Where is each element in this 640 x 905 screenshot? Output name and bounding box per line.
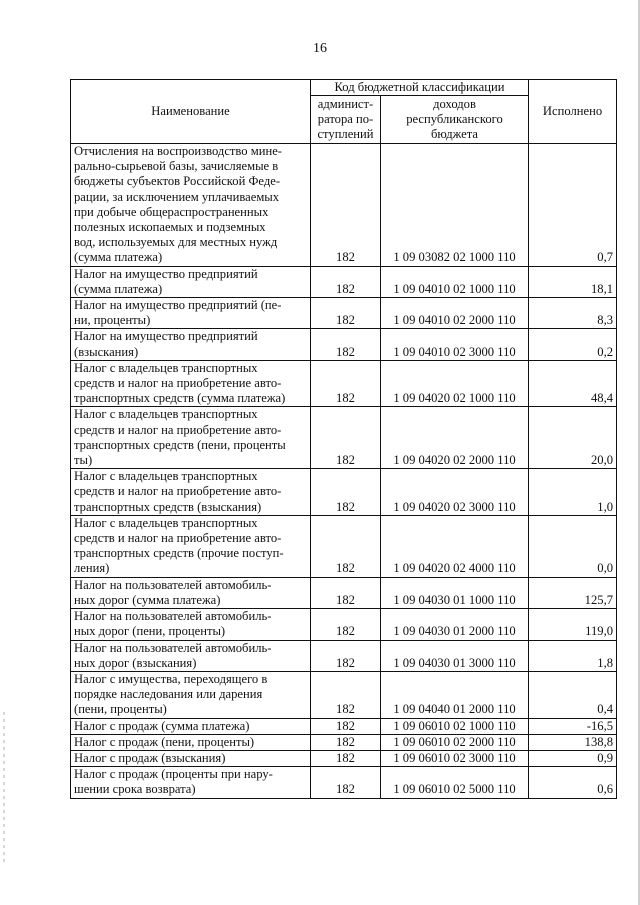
row-admin-code: 182 [311, 298, 381, 329]
table-row [71, 718, 617, 734]
row-budget-code: 1 09 04020 02 1000 110 [381, 360, 529, 407]
row-budget-code: 1 09 04030 01 2000 110 [381, 609, 529, 640]
table-row [71, 767, 617, 798]
row-budget-code: 1 09 04010 02 1000 110 [381, 266, 529, 297]
table-row [71, 266, 617, 297]
table-row [71, 609, 617, 640]
budget-table [70, 79, 617, 799]
row-executed-value: 18,1 [529, 266, 617, 297]
table-row [71, 298, 617, 329]
table-row [71, 469, 617, 516]
row-admin-code: 182 [311, 407, 381, 469]
row-executed-value: 125,7 [529, 577, 617, 608]
row-executed-value: 0,4 [529, 671, 617, 718]
row-budget-code: 1 09 06010 02 5000 110 [381, 767, 529, 798]
row-admin-code: 182 [311, 640, 381, 671]
row-budget-code: 1 09 04030 01 3000 110 [381, 640, 529, 671]
row-name: Налог с владельцев транспортных средств и налог на приобретение авто- транспортных средств (сумма платежа) [71, 360, 311, 407]
row-executed-value: 1,8 [529, 640, 617, 671]
row-name: Налог на пользователей автомобиль- ных дорог (сумма платежа) [71, 577, 311, 608]
table-row [71, 671, 617, 718]
header-name: Наименование [71, 80, 311, 144]
row-executed-value: 20,0 [529, 407, 617, 469]
table-row [71, 407, 617, 469]
row-budget-code: 1 09 04030 01 1000 110 [381, 577, 529, 608]
table-row [71, 329, 617, 360]
row-budget-code: 1 09 04010 02 3000 110 [381, 329, 529, 360]
row-executed-value: 0,0 [529, 515, 617, 577]
table-row [71, 577, 617, 608]
row-executed-value: 0,7 [529, 144, 617, 267]
row-executed-value: -16,5 [529, 718, 617, 734]
row-executed-value: 1,0 [529, 469, 617, 516]
row-budget-code: 1 09 06010 02 3000 110 [381, 750, 529, 766]
row-admin-code: 182 [311, 144, 381, 267]
row-budget-code: 1 09 04020 02 3000 110 [381, 469, 529, 516]
table-row [71, 750, 617, 766]
row-admin-code: 182 [311, 609, 381, 640]
row-admin-code: 182 [311, 360, 381, 407]
header-admin: админист- ратора по- ступлений [311, 96, 381, 144]
header-executed: Исполнено [529, 80, 617, 144]
row-budget-code: 1 09 04010 02 2000 110 [381, 298, 529, 329]
row-name: Налог с продаж (взыскания) [71, 750, 311, 766]
row-executed-value: 8,3 [529, 298, 617, 329]
header-revenue: доходов республиканского бюджета [381, 96, 529, 144]
row-name: Налог с владельцев транспортных средств и налог на приобретение авто- транспортных средств (пени, проценты ты) [71, 407, 311, 469]
row-executed-value: 48,4 [529, 360, 617, 407]
row-name: Налог на пользователей автомобиль- ных дорог (пени, проценты) [71, 609, 311, 640]
page-number: 16 [313, 41, 327, 56]
row-admin-code: 182 [311, 750, 381, 766]
row-admin-code: 182 [311, 329, 381, 360]
row-name: Отчисления на воспроизводство мине- рально-сырьевой базы, зачисляемые в бюджеты субъектов Российской Феде- рации, за исключением уплачиваемых при добыче общераспространенных полезных ископаемых и подземных вод, используемых для местных нужд (сумма платежа) [71, 144, 311, 267]
table-header [71, 80, 617, 144]
table-row [71, 360, 617, 407]
row-admin-code: 182 [311, 266, 381, 297]
header-code-group: Код бюджетной классификации [311, 80, 529, 96]
row-admin-code: 182 [311, 734, 381, 750]
row-budget-code: 1 09 04020 02 4000 110 [381, 515, 529, 577]
row-executed-value: 138,8 [529, 734, 617, 750]
row-budget-code: 1 09 04020 02 2000 110 [381, 407, 529, 469]
row-budget-code: 1 09 04040 01 2000 110 [381, 671, 529, 718]
row-name: Налог с имущества, переходящего в порядке наследования или дарения (пени, проценты) [71, 671, 311, 718]
scan-edge-mark [3, 712, 5, 862]
row-name: Налог на пользователей автомобиль- ных дорог (взыскания) [71, 640, 311, 671]
row-name: Налог с владельцев транспортных средств и налог на приобретение авто- транспортных средств (прочие поступ- ления) [71, 515, 311, 577]
row-name: Налог с продаж (пени, проценты) [71, 734, 311, 750]
row-admin-code: 182 [311, 577, 381, 608]
row-executed-value: 0,2 [529, 329, 617, 360]
row-admin-code: 182 [311, 515, 381, 577]
row-name: Налог на имущество предприятий (пе- ни, проценты) [71, 298, 311, 329]
row-admin-code: 182 [311, 767, 381, 798]
row-name: Налог с продаж (проценты при нару- шении срока возврата) [71, 767, 311, 798]
row-name: Налог с владельцев транспортных средств и налог на приобретение авто- транспортных средств (взыскания) [71, 469, 311, 516]
row-budget-code: 1 09 06010 02 1000 110 [381, 718, 529, 734]
row-executed-value: 0,6 [529, 767, 617, 798]
table-row [71, 515, 617, 577]
row-admin-code: 182 [311, 469, 381, 516]
table-row [71, 144, 617, 267]
row-executed-value: 0,9 [529, 750, 617, 766]
table-body [71, 144, 617, 799]
row-admin-code: 182 [311, 671, 381, 718]
table-row [71, 734, 617, 750]
row-name: Налог с продаж (сумма платежа) [71, 718, 311, 734]
row-name: Налог на имущество предприятий (взыскания) [71, 329, 311, 360]
row-budget-code: 1 09 06010 02 2000 110 [381, 734, 529, 750]
row-executed-value: 119,0 [529, 609, 617, 640]
row-name: Налог на имущество предприятий (сумма платежа) [71, 266, 311, 297]
table-row [71, 640, 617, 671]
row-budget-code: 1 09 03082 02 1000 110 [381, 144, 529, 267]
row-admin-code: 182 [311, 718, 381, 734]
